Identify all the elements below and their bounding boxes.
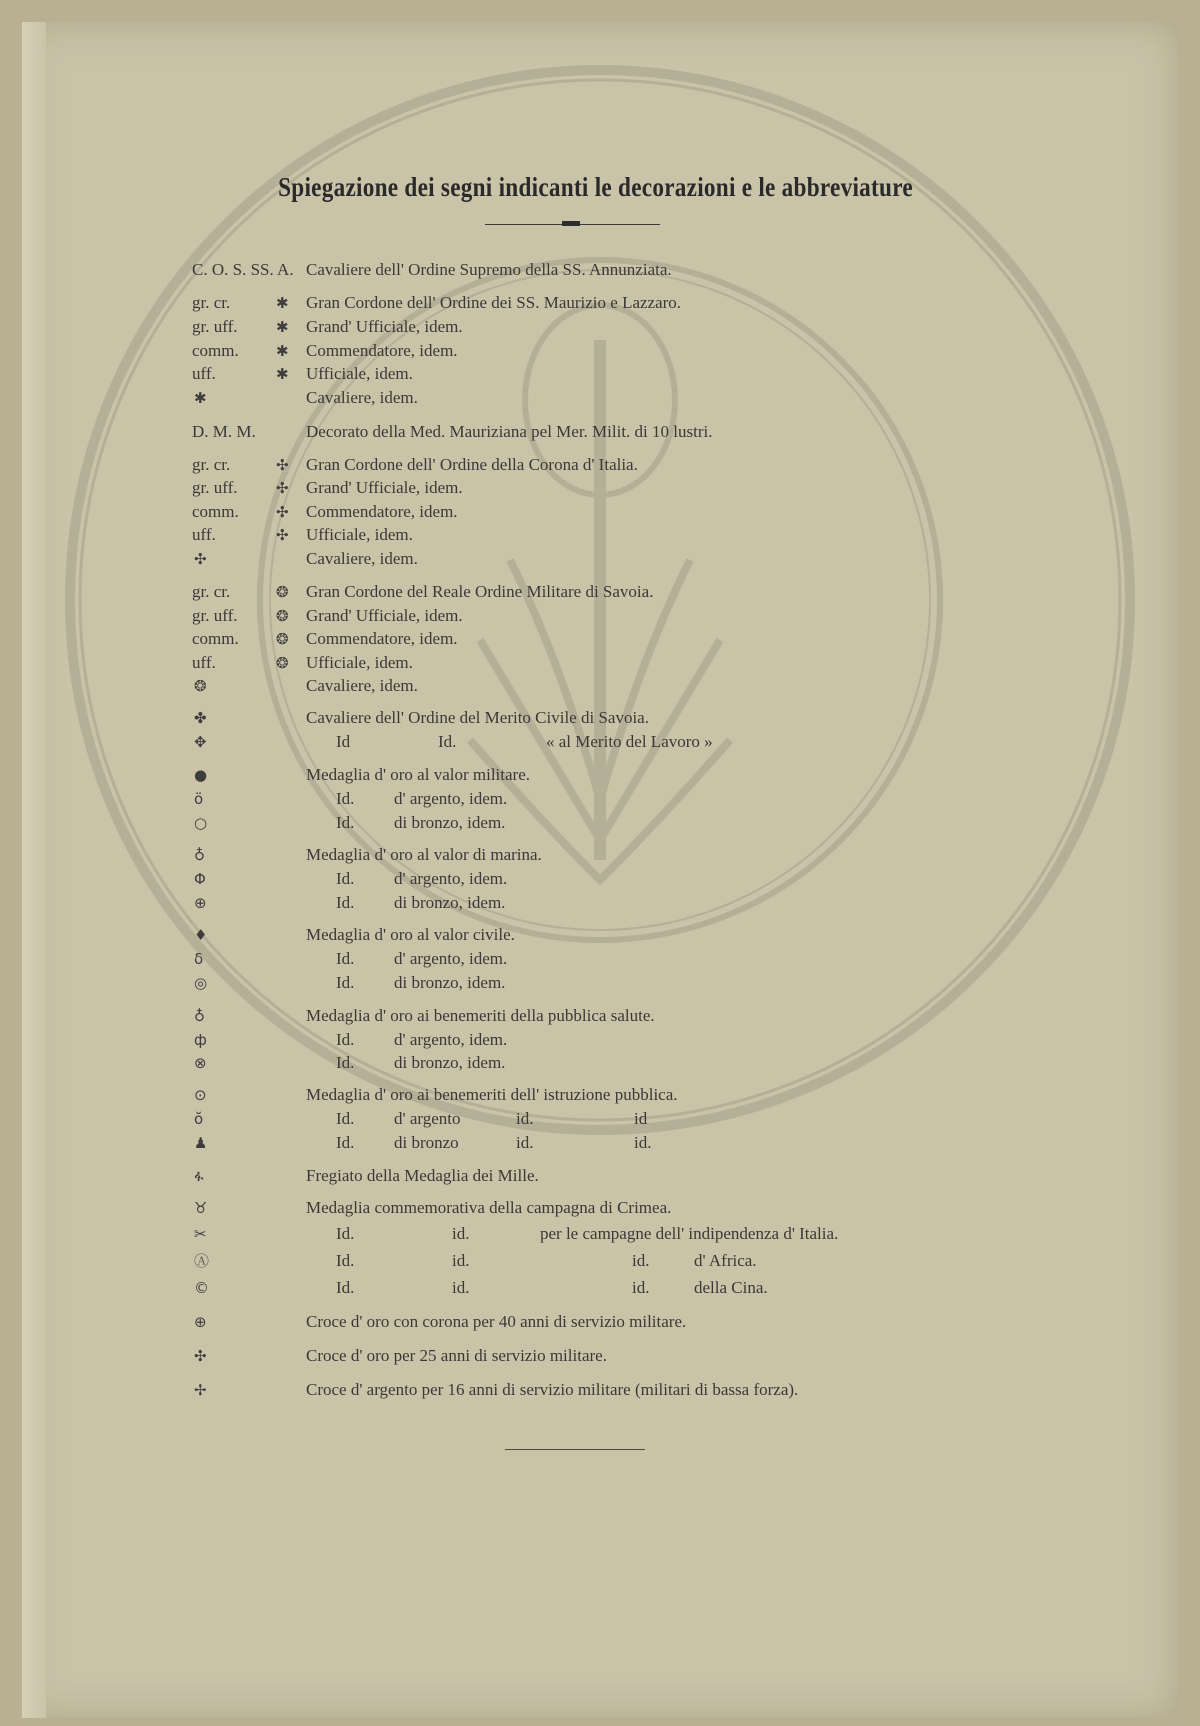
health-bronze-icon: ⊗ [194, 1054, 207, 1072]
abbreviation: gr. uff. [192, 606, 238, 625]
abbreviation: uff. [192, 525, 216, 544]
sub-entry-c1: Id. [336, 949, 355, 968]
abbreviation: comm. [192, 502, 239, 521]
abbreviation: uff. [192, 364, 216, 383]
legend-row [0, 1221, 1200, 1247]
crown-cross-icon: ✣ [276, 503, 289, 521]
sub-entry-c1: Id. [336, 1224, 355, 1243]
legend-row [0, 1377, 1200, 1403]
sub-entry-c3: per le campagne dell' indipendenza d' Italia. [540, 1224, 839, 1243]
legend-row [0, 1106, 1200, 1132]
military-order-icon: ❂ [276, 583, 289, 601]
legend-row [0, 385, 1200, 411]
cross-25-icon: ✣ [194, 1347, 207, 1365]
cross-16-icon: ✢ [194, 1381, 207, 1399]
description: Cavaliere, idem. [306, 549, 418, 568]
description: Commendatore, idem. [306, 502, 458, 521]
legend-row [0, 1275, 1200, 1301]
abbreviation: gr. cr. [192, 582, 231, 601]
cross-40-icon: ⊕ [194, 1313, 207, 1331]
legend-row [0, 922, 1200, 948]
description: Medaglia d' oro ai benemeriti della pubblica salute. [306, 1006, 655, 1025]
military-order-icon: ❂ [276, 630, 289, 648]
civil-silver-icon: δ [194, 950, 204, 968]
legend-row [0, 475, 1200, 501]
legend-row [0, 729, 1200, 755]
marine-silver-icon: Φ [194, 870, 206, 888]
military-order-icon: ❂ [276, 654, 289, 672]
abbreviation: gr. uff. [192, 478, 238, 497]
sub-entry-c1: Id. [336, 789, 355, 808]
description: Fregiato della Medaglia dei Mille. [306, 1166, 539, 1185]
sub-entry-c4: della Cina. [694, 1278, 768, 1297]
legend-row [0, 810, 1200, 836]
sub-entry-c2: di bronzo, idem. [394, 1053, 506, 1072]
sub-entry-c3: id. [632, 1251, 650, 1270]
civil-bronze-icon: ◎ [194, 974, 208, 992]
sub-entry-c1: Id. [336, 1278, 355, 1297]
legend-row [0, 1195, 1200, 1221]
abbreviation: comm. [192, 629, 239, 648]
education-silver-icon: ŏ [194, 1110, 204, 1128]
closing-rule [505, 1449, 645, 1450]
military-order-icon: ❂ [276, 607, 289, 625]
description: Medaglia commemorativa della campagna di Crimea. [306, 1198, 672, 1217]
description: Cavaliere, idem. [306, 676, 418, 695]
sub-entry-c2: d' argento [394, 1109, 461, 1128]
sub-entry-c2: di bronzo, idem. [394, 813, 506, 832]
africa-icon: Ⓐ [194, 1252, 210, 1270]
abbreviation: C. O. S. SS. A. [192, 260, 294, 279]
china-icon: © [194, 1279, 209, 1297]
sub-entry-c2: d' argento, idem. [394, 949, 508, 968]
sub-entry-c3: « al Merito del Lavoro » [546, 732, 713, 751]
bronze-medal-icon: ○ [194, 814, 208, 832]
description: Medaglia d' oro ai benemeriti dell' istruzione pubblica. [306, 1085, 678, 1104]
description: Commendatore, idem. [306, 629, 458, 648]
description: Gran Cordone del Reale Ordine Militare di Savoia. [306, 582, 654, 601]
crown-cross-icon: ✣ [194, 550, 207, 568]
description: Gran Cordone dell' Ordine dei SS. Maurizio e Lazzaro. [306, 293, 682, 312]
labor-merit-icon: ✥ [194, 733, 207, 751]
legend-row [0, 522, 1200, 548]
sub-entry-c1: Id [336, 732, 351, 751]
abbreviation: D. M. M. [192, 422, 256, 441]
legend-row [0, 579, 1200, 605]
sub-entry-c2: id. [452, 1278, 470, 1297]
sub-entry-c1: Id. [336, 1133, 355, 1152]
sub-entry-c1: Id. [336, 893, 355, 912]
legend-row [0, 1248, 1200, 1274]
description: Cavaliere, idem. [306, 388, 418, 407]
sub-entry-c4: d' Africa. [694, 1251, 757, 1270]
legend-row [0, 626, 1200, 652]
abbreviation: comm. [192, 341, 239, 360]
marine-bronze-icon: ⊕ [194, 894, 207, 912]
description: Medaglia d' oro al valor militare. [306, 765, 530, 784]
legend-row [0, 970, 1200, 996]
sub-entry-c2: di bronzo, idem. [394, 973, 506, 992]
civil-merit-icon: ✤ [194, 709, 207, 727]
description: Cavaliere dell' Ordine Supremo della SS. Annunziata. [306, 260, 672, 279]
description: Decorato della Med. Mauriziana pel Mer. Milit. di 10 lustri. [306, 422, 713, 441]
sub-entry-c1: Id. [336, 1109, 355, 1128]
description: Ufficiale, idem. [306, 525, 413, 544]
legend-row [0, 1163, 1200, 1189]
legend-row [0, 705, 1200, 731]
maurizio-cross-icon: ✱ [194, 389, 207, 407]
legend-row [0, 1082, 1200, 1108]
health-gold-icon: ♁ [194, 1007, 205, 1025]
independence-icon: ✂ [194, 1225, 207, 1243]
sub-entry-c2: d' argento, idem. [394, 869, 508, 888]
crimea-icon: ♉ [194, 1199, 208, 1217]
legend-row [0, 314, 1200, 340]
marine-gold-icon: ♁ [194, 846, 205, 864]
sub-entry-c2: id. [452, 1224, 470, 1243]
legend-row [0, 786, 1200, 812]
sub-entry-c2: di bronzo, idem. [394, 893, 506, 912]
sub-entry-c1: Id. [336, 813, 355, 832]
legend-row [0, 866, 1200, 892]
description: Commendatore, idem. [306, 341, 458, 360]
crown-cross-icon: ✣ [276, 526, 289, 544]
crown-cross-icon: ✣ [276, 456, 289, 474]
legend-row [0, 1309, 1200, 1335]
description: Cavaliere dell' Ordine del Merito Civile di Savoia. [306, 708, 649, 727]
civil-gold-icon: ♦ [194, 926, 208, 944]
sub-entry-c3: id. [632, 1278, 650, 1297]
sub-entry-c1: Id. [336, 1251, 355, 1270]
description: Grand' Ufficiale, idem. [306, 478, 463, 497]
sub-entry-c2: Id. [438, 732, 457, 751]
legend-row [0, 1130, 1200, 1156]
legend-row [0, 290, 1200, 316]
maurizio-cross-icon: ✱ [276, 294, 289, 312]
description: Ufficiale, idem. [306, 653, 413, 672]
silver-medal-icon: ö [194, 790, 204, 808]
description: Croce d' oro per 25 anni di servizio militare. [306, 1346, 607, 1365]
sub-entry-c1: Id. [336, 1053, 355, 1072]
description: Croce d' oro con corona per 40 anni di servizio militare. [306, 1312, 687, 1331]
description: Croce d' argento per 16 anni di servizio militare (militari di bassa forza). [306, 1380, 799, 1399]
education-gold-icon: ⊙ [194, 1086, 207, 1104]
mille-icon: ፋ [194, 1167, 204, 1185]
legend-row [0, 546, 1200, 572]
maurizio-cross-icon: ✱ [276, 342, 289, 360]
description: Gran Cordone dell' Ordine della Corona d' Italia. [306, 455, 638, 474]
abbreviation: uff. [192, 653, 216, 672]
sub-entry-c4: id [634, 1109, 648, 1128]
legend-row [0, 257, 1200, 283]
sub-entry-c4: id. [634, 1133, 652, 1152]
abbreviation: gr. uff. [192, 317, 238, 336]
sub-entry-c2: d' argento, idem. [394, 1030, 508, 1049]
legend-row [0, 946, 1200, 972]
maurizio-cross-icon: ✱ [276, 365, 289, 383]
legend-row [0, 1050, 1200, 1076]
sub-entry-c3: id. [516, 1109, 534, 1128]
education-bronze-icon: ♟ [194, 1134, 208, 1152]
document-title: Spiegazione dei segni indicanti le decorazioni e le abbreviature [278, 172, 913, 202]
description: Grand' Ufficiale, idem. [306, 606, 463, 625]
sub-entry-c2: id. [452, 1251, 470, 1270]
description: Grand' Ufficiale, idem. [306, 317, 463, 336]
legend-row [0, 673, 1200, 699]
sub-entry-c2: di bronzo [394, 1133, 459, 1152]
gold-medal-icon: ● [194, 766, 208, 784]
sub-entry-c1: Id. [336, 973, 355, 992]
description: Medaglia d' oro al valor di marina. [306, 845, 542, 864]
sub-entry-c3: id. [516, 1133, 534, 1152]
sub-entry-c1: Id. [336, 1030, 355, 1049]
legend-row [0, 1343, 1200, 1369]
sub-entry-c1: Id. [336, 869, 355, 888]
description: Medaglia d' oro al valor civile. [306, 925, 515, 944]
military-order-icon: ❂ [194, 677, 207, 695]
description: Ufficiale, idem. [306, 364, 413, 383]
health-silver-icon: ф [194, 1031, 207, 1049]
legend-row [0, 890, 1200, 916]
legend-row [0, 842, 1200, 868]
abbreviation: gr. cr. [192, 293, 231, 312]
legend-row [0, 1003, 1200, 1029]
sub-entry-c2: d' argento, idem. [394, 789, 508, 808]
crown-cross-icon: ✣ [276, 479, 289, 497]
maurizio-cross-icon: ✱ [276, 318, 289, 336]
legend-row [0, 419, 1200, 445]
legend-row [0, 361, 1200, 387]
abbreviation: gr. cr. [192, 455, 231, 474]
legend-row [0, 762, 1200, 788]
